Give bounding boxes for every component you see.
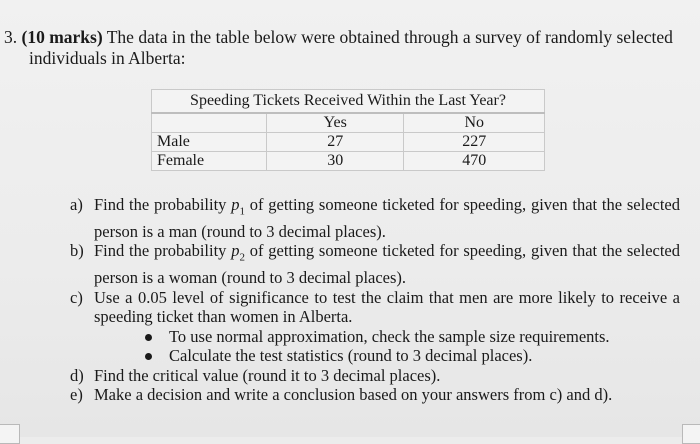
part-b-pre: Find the probability (94, 241, 232, 261)
question-intro-line2: individuals in Alberta: (29, 48, 186, 68)
part-a-post: of getting someone ticketed for speeding, given that the selected person is a man (round to 3 decimal places). (94, 195, 681, 241)
part-e-label: e) (70, 385, 83, 405)
question-number: 3. (4, 27, 18, 47)
table-corner-cell (152, 113, 267, 133)
part-b (70, 241, 680, 287)
column-header-yes: Yes (267, 113, 404, 133)
question-header (4, 27, 694, 69)
part-c (70, 288, 680, 327)
column-header-no: No (404, 113, 545, 133)
part-d-label: d) (70, 365, 84, 385)
part-d (70, 366, 680, 386)
question-intro-line1: The data in the table below were obtained through a survey of randomly selected (106, 27, 673, 47)
question-marks: (10 marks) (21, 27, 103, 47)
table-row (152, 133, 545, 152)
question-parts (70, 195, 680, 405)
speeding-tickets-table (151, 89, 545, 171)
cell-female-no: 470 (404, 152, 545, 171)
page-corner-bottom-right (682, 424, 700, 444)
part-a (70, 195, 680, 241)
table-title: Speeding Tickets Received Within the Last Year? (152, 90, 545, 114)
part-c-bullets (136, 327, 680, 366)
part-e-text: Make a decision and write a conclusion based on your answers from c) and d). (94, 385, 613, 405)
part-c-text: Use a 0.05 level of significance to test the claim that men are more likely to receive a speeding ticket than women in Alberta. (94, 287, 680, 327)
part-e (70, 385, 680, 405)
part-c-label: c) (70, 287, 83, 307)
part-b-post: of getting someone ticketed for speeding, given that the selected person is a woman (round to 3 decimal places). (94, 241, 681, 288)
list-item (136, 346, 680, 366)
row-label-female: Female (152, 152, 267, 171)
part-b-variable: p (231, 241, 240, 261)
part-b-text (94, 241, 680, 287)
row-label-male: Male (152, 133, 267, 152)
part-b-label: b) (70, 241, 84, 261)
bullet-icon (145, 334, 152, 341)
part-a-label: a) (70, 195, 83, 214)
list-item (136, 327, 680, 347)
part-a-pre: Find the probability (94, 195, 232, 214)
cell-male-no: 227 (404, 133, 545, 152)
bullet-icon (145, 353, 152, 360)
table-row (152, 152, 545, 171)
part-a-variable: p (231, 195, 240, 214)
table-header-row (152, 113, 545, 133)
part-b-subscript: 2 (239, 251, 245, 264)
bullet-text-1: To use normal approximation, check the sample size requirements. (169, 326, 610, 346)
cell-female-yes: 30 (267, 152, 404, 171)
part-d-text: Find the critical value (round it to 3 decimal places). (94, 365, 441, 385)
part-a-text (94, 195, 680, 241)
bullet-text-2: Calculate the test statistics (round to 3 decimal places). (169, 346, 533, 366)
part-a-subscript: 1 (239, 205, 245, 218)
page-corner-bottom-left (0, 424, 20, 444)
cell-male-yes: 27 (267, 133, 404, 152)
